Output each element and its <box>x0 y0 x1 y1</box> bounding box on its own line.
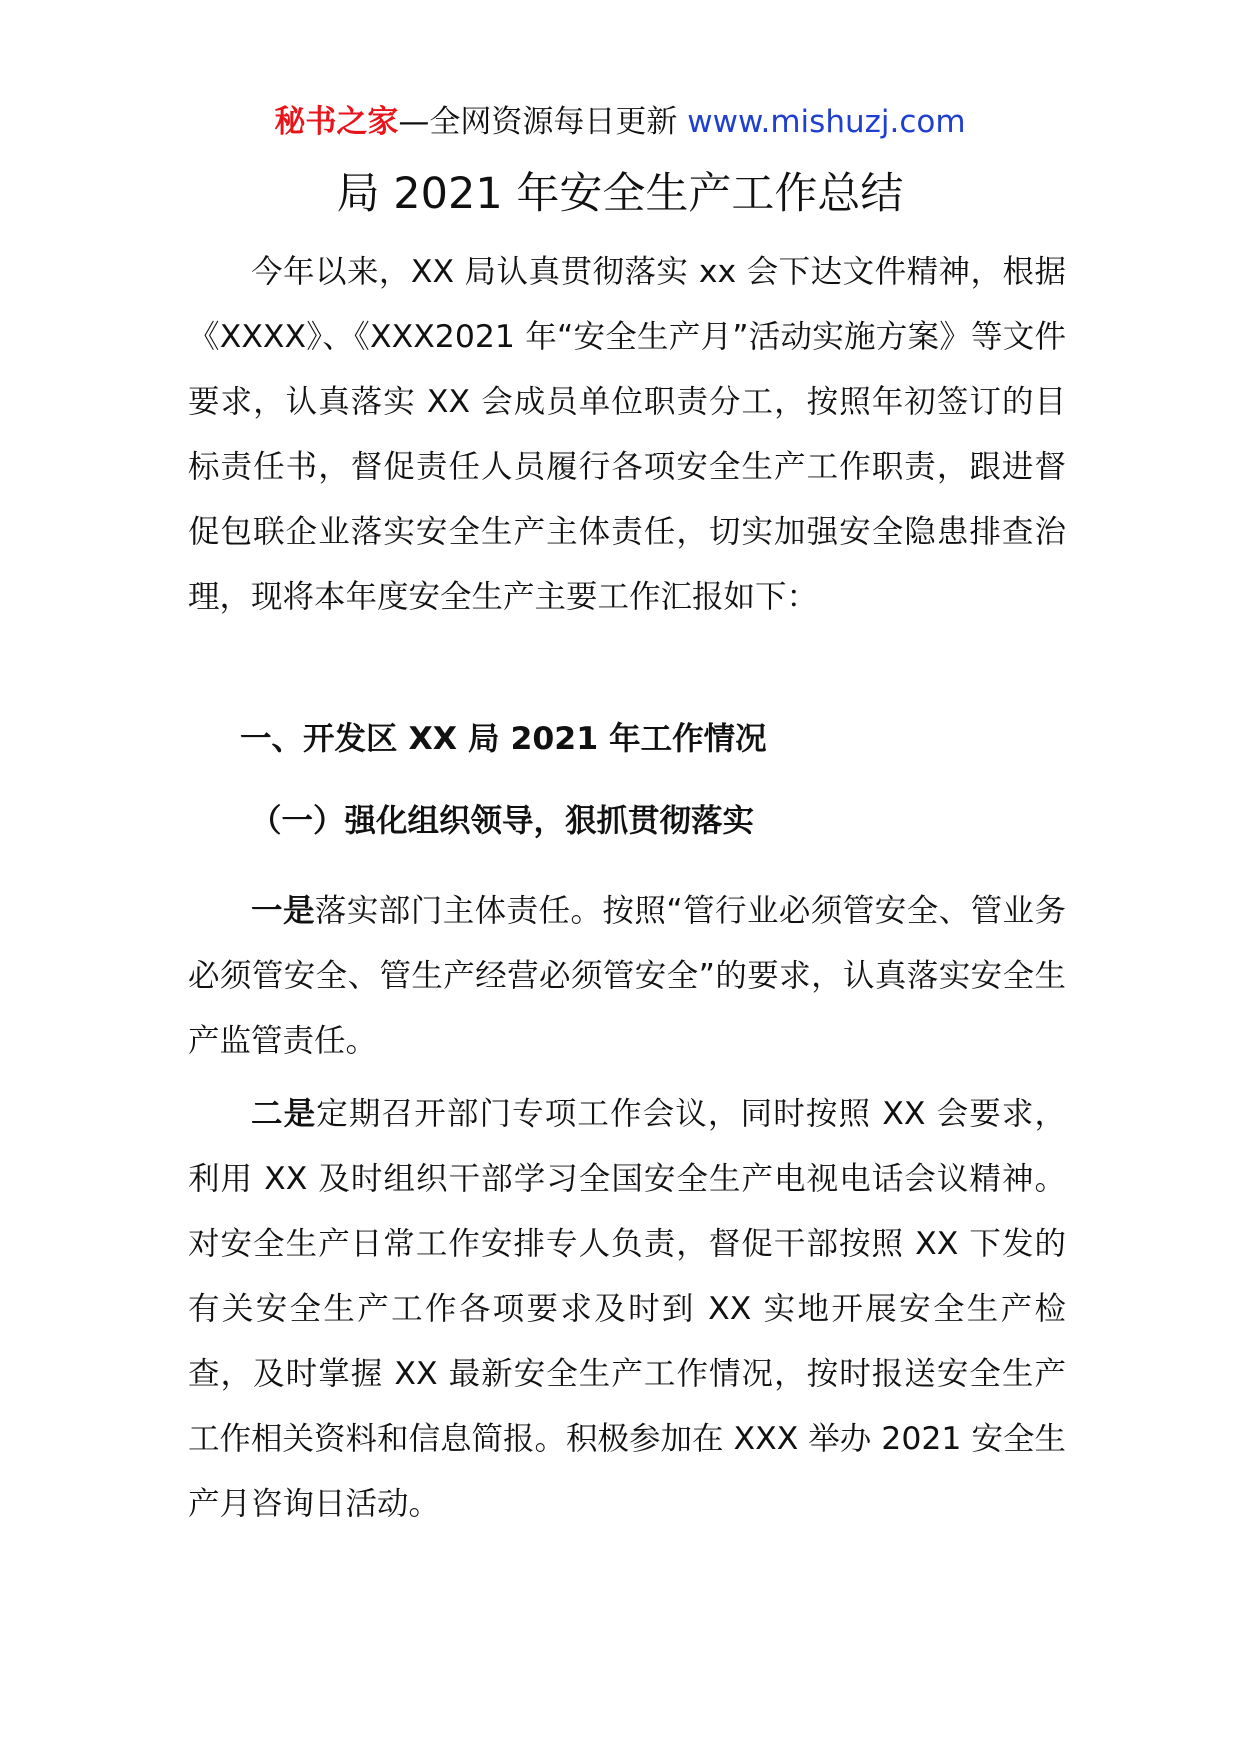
item-two-lead: 二是 <box>251 1096 317 1132</box>
document-title: 局 2021 年安全生产工作总结 <box>336 169 904 219</box>
subsection-heading: （一）强化组织领导，狠抓贯彻落实 <box>250 803 755 839</box>
item-one-text: 落实部门主体责任。按照“管行业必须管安全、管业务必须管安全、管生产经营必须管安全”的要求，认真落实安全生产监管责任。 <box>188 893 1066 1059</box>
item-one-lead: 一是 <box>251 893 315 929</box>
item-two-paragraph <box>188 1082 1066 1537</box>
site-header <box>0 100 1240 144</box>
site-tagline: —全网资源每日更新 <box>398 104 678 140</box>
site-brand: 秘书之家 <box>274 104 399 140</box>
item-two-text: 定期召开部门专项工作会议，同时按照 XX 会要求，利用 XX 及时组织干部学习全国安全生产电视电话会议精神。对安全生产日常工作安排专人负责，督促干部按照 XX 下发的有关安全生产工作各项要求及时到 XX 实地开展安全生产检查，及时掌握 XX 最新安全生产工作情况，按时报送安全生产工作相关资料和信息简报。积极参加在 XXX 举办 2021 安全生产月咨询日活动。 <box>188 1096 1066 1522</box>
section-heading: 一、开发区 XX 局 2021 年工作情况 <box>240 721 767 757</box>
item-one-paragraph <box>188 879 1066 1074</box>
site-url-link[interactable]: www.mishuzj.com <box>687 104 966 140</box>
intro-paragraph: 今年以来，XX 局认真贯彻落实 xx 会下达文件精神，根据《XXXX》、《XXX2021 年“安全生产月”活动实施方案》等文件要求，认真落实 XX 会成员单位职责分工，按照年初签订的目标责任书，督促责任人员履行各项安全生产工作职责，跟进督促包联企业落实安全生产主体责任，切实加强安全隐患排查治理，现将本年度安全生产主要工作汇报如下： <box>188 254 1066 615</box>
